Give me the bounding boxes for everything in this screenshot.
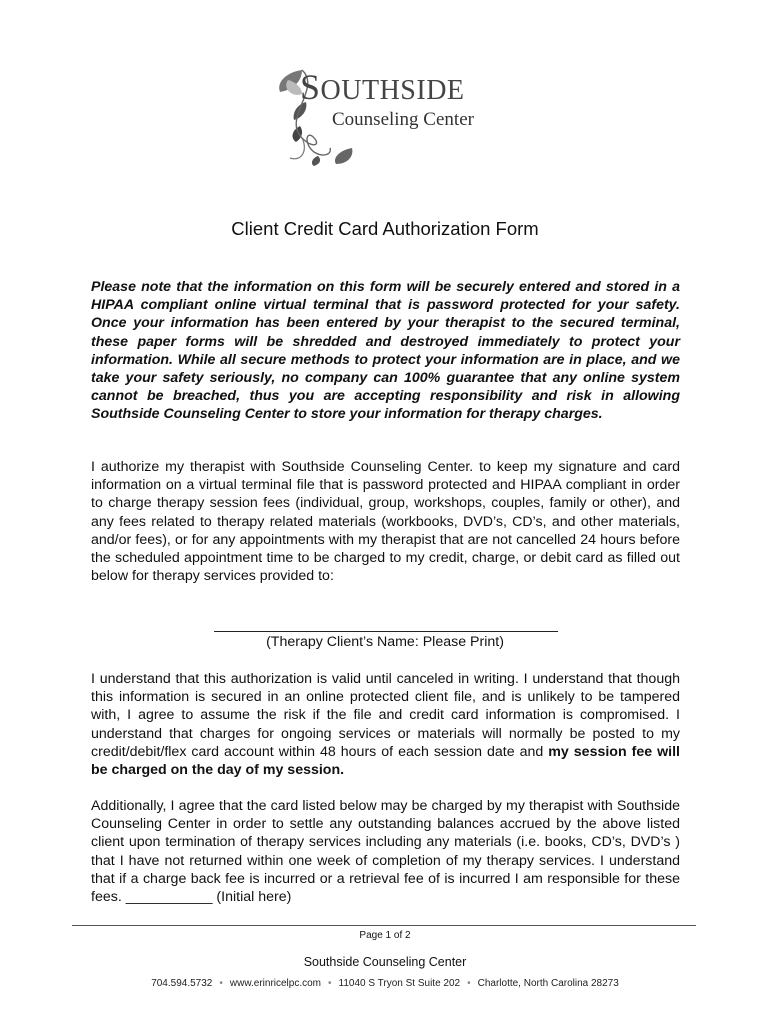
client-name-caption: (Therapy Client’s Name: Please Print) [266,634,504,650]
understand-paragraph [91,670,680,779]
footer-divider [72,925,696,926]
form-title: Client Credit Card Authorization Form [231,218,539,239]
footer-website[interactable]: www.erinricelpc.com [229,978,322,989]
additionally-paragraph: Additionally, I agree that the card listed below may be charged by my therapist with Southside Counseling Center in order to settle any outstanding balances accrued by the above listed client upon termination of therapy services including any materials (i.e. books, CD’s, DVD’s ) that I have not returned within one week of completion of my therapy services. I understand that if a charge back fee is incurred or a retrieval fee of is incurred I am responsible for these fees. ___________ (Initial here) [91,798,680,906]
client-name-line[interactable] [214,631,558,632]
footer-org: Southside Counseling Center [303,955,467,969]
footer-address: 11040 S Tryon St Suite 202 [338,978,461,989]
logo-name-rest: OUTHSIDE [320,75,465,106]
logo-name [300,66,465,108]
footer-separator: • [328,978,332,989]
footer-separator: • [219,978,223,989]
security-notice: Please note that the information on this form will be securely entered and stored in a HIPAA compliant online virtual terminal that is password protected for your safety. Once your information has been entered by your therapist to the secured terminal, these paper forms will be shredded and destroyed immediately to protect your information. While all secure methods to protect your information are in place, and we take your safety seriously, no company can 100% guarantee that any online system cannot be breached, thus you are accepting responsibility and risk in allowing Southside Counseling Center to store your information for therapy charges. [91,279,680,423]
footer-phone: 704.594.5732 [151,978,213,989]
footer-contact [0,978,770,989]
authorization-paragraph: I authorize my therapist with Southside Counseling Center. to keep my signature and card information on a virtual terminal file that is password protected and HIPAA compliant in order to charge therapy session fees (individual, group, workshops, couples, family or other), and any fees related to therapy related materials (workbooks, DVD’s, CD’s, and other materials, and/or fees), or for any appointments with my therapist that are not cancelled 24 hours before the scheduled appointment time to be charged to my credit, charge, or debit card as filled out below for therapy services provided to: [91,459,680,585]
understand-text: I understand that this authorization is valid until canceled in writing. I understand that though this information is secured in an online protected client file, and is unlikely to be tampered with, I agree to assume the risk if the file and credit card information is compromised. I understand that charges for ongoing services or materials will normally be posted to my credit/debit/flex card account within 48 hours of each session date and [91,671,680,760]
footer-city: Charlotte, North Carolina 28273 [477,978,619,989]
logo-name-cap: S [300,67,321,107]
page-number: Page 1 of 2 [359,930,411,941]
logo-subtitle: Counseling Center [332,109,474,130]
footer-separator: • [467,978,471,989]
session-fee-statement: my session fee will be charged on the day of my session. [91,743,680,779]
